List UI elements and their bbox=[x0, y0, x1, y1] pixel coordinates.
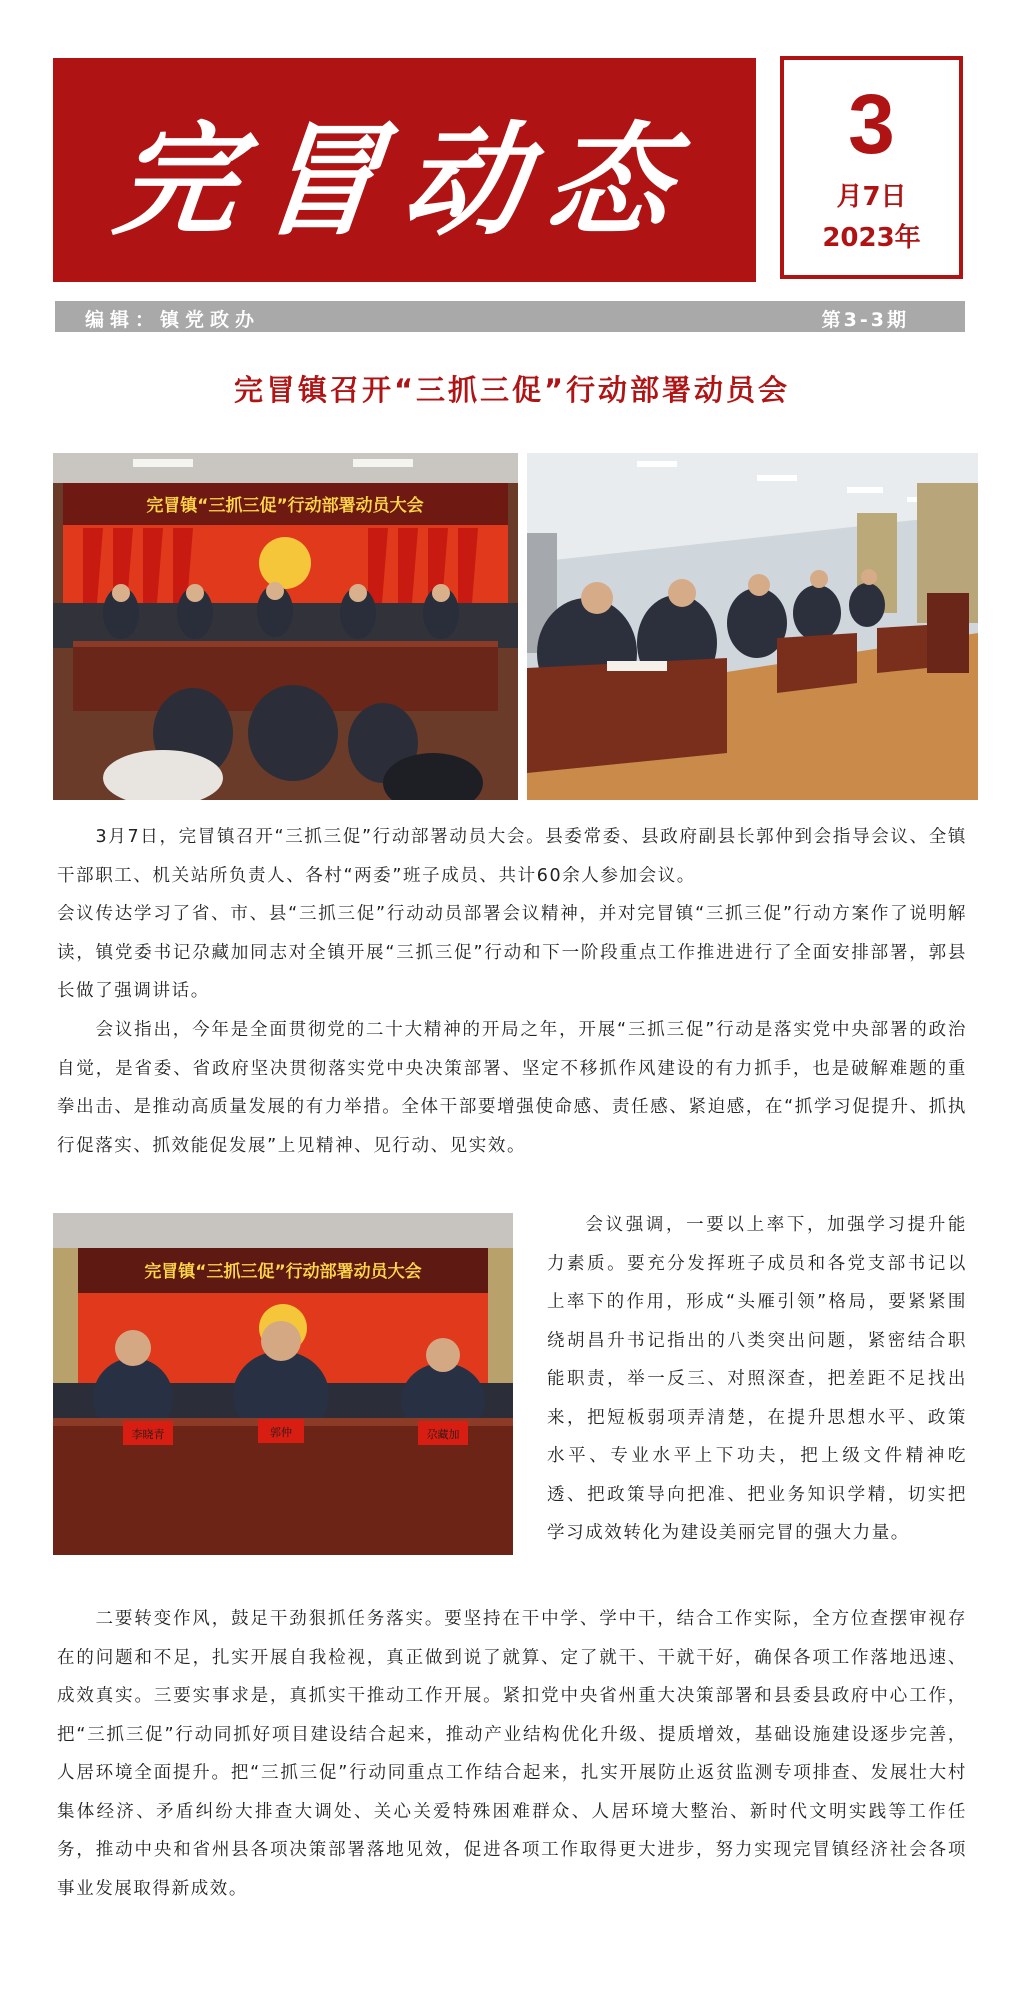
info-bar bbox=[55, 301, 965, 332]
nameplate-2: 郭仲 bbox=[270, 1426, 292, 1439]
nameplate-3: 尕藏加 bbox=[426, 1428, 460, 1441]
date-month-day: 月7日 bbox=[836, 182, 907, 212]
date-year: 2023年 bbox=[822, 223, 921, 253]
masthead-title: 完冒动态 bbox=[107, 107, 700, 252]
nameplate-1: 李晓青 bbox=[131, 1428, 165, 1441]
issue-number: 3 bbox=[848, 77, 895, 171]
stage-banner-text: 完冒镇“三抓三促”行动部署动员大会 bbox=[146, 496, 424, 516]
meeting-stage-photo bbox=[53, 453, 518, 800]
issue-label: 第3-3期 bbox=[821, 309, 909, 331]
article-paragraph-3: 会议指出，今年是全面贯彻党的二十大精神的开局之年，开展“三抓三促”行动是落实党中央部署的政治自觉，是省委、省政府坚决贯彻落实党中央决策部署、坚定不移抓作风建设的有力抓手，也是破解难题的重拳出击、是推动高质量发展的有力举措。全体干部要增强使命感、责任感、紧迫感，在“抓学习促提升、抓执行促落实、抓效能促发展”上见精神、见行动、见实效。 bbox=[57, 1020, 967, 1156]
article-paragraph-4: 会议强调，一要以上率下，加强学习提升能力素质。要充分发挥班子成员和各党支部书记以上率下的作用，形成“头雁引领”格局，要紧紧围绕胡昌升书记指出的八类突出问题，紧密结合职能职责，举一反三、对照深查，把差距不足找出来，把短板弱项弄清楚，在提升思想水平、政策水平、专业水平上下功夫，把上级文件精神吃透、把政策导向把准、把业务知识学精，切实把学习成效转化为建设美丽完冒的强大力量。 bbox=[547, 1215, 967, 1543]
article-headline: 完冒镇召开“三抓三促”行动部署动员会 bbox=[233, 373, 791, 407]
article-paragraph-2: 会议传达学习了省、市、县“三抓三促”行动动员部署会议精神，并对完冒镇“三抓三促”行动方案作了说明解读，镇党委书记尕藏加同志对全镇开展“三抓三促”行动和下一阶段重点工作推进进行了全面安排部署，郭县长做了强调讲话。 bbox=[57, 904, 967, 1001]
masthead bbox=[53, 58, 756, 282]
closeup-banner-text: 完冒镇“三抓三促”行动部署动员大会 bbox=[144, 1262, 422, 1282]
editor-label: 编辑：镇党政办 bbox=[85, 309, 261, 331]
stage-closeup-photo bbox=[53, 1213, 513, 1555]
article-paragraph-5: 二要转变作风，鼓足干劲狠抓任务落实。要坚持在干中学、学中干，结合工作实际，全方位查摆审视存在的问题和不足，扎实开展自我检视，真正做到说了就算、定了就干、干就干好，确保各项工作落地迅速、成效真实。三要实事求是，真抓实干推动工作开展。紧扣党中央省州重大决策部署和县委县政府中心工作，把“三抓三促”行动同抓好项目建设结合起来，推动产业结构优化升级、提质增效，基础设施建设逐步完善，人居环境全面提升。把“三抓三促”行动同重点工作结合起来，扎实开展防止返贫监测专项排查、发展壮大村集体经济、矛盾纠纷大排查大调处、关心关爱特殊困难群众、人居环境大整治、新时代文明实践等工作任务，推动中央和省州县各项决策部署落地见效，促进各项工作取得更大进步，努力实现完冒镇经济社会各项事业发展取得新成效。 bbox=[57, 1609, 967, 1899]
audience-photo bbox=[527, 453, 978, 800]
article-paragraph-1: 3月7日，完冒镇召开“三抓三促”行动部署动员大会。县委常委、县政府副县长郭仲到会指导会议、全镇干部职工、机关站所负责人、各村“两委”班子成员、共计60余人参加会议。 bbox=[57, 827, 967, 886]
date-box bbox=[780, 56, 963, 279]
